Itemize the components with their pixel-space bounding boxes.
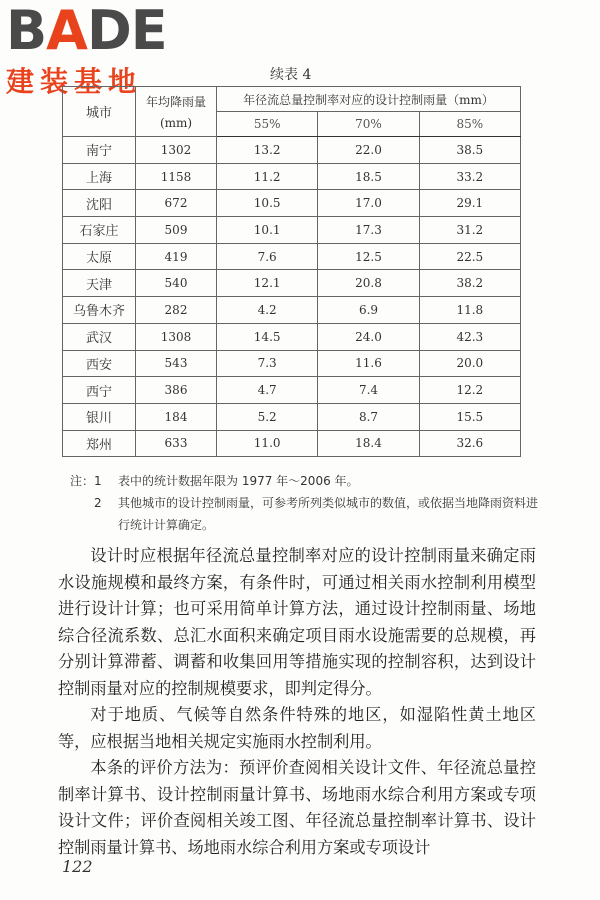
- value-cell: 24.0: [318, 323, 419, 350]
- table-row: [63, 430, 521, 457]
- table-row: [63, 217, 521, 244]
- table-row: [63, 190, 521, 217]
- table-row: [63, 323, 521, 350]
- paragraph: 本条的评价方法为：预评价查阅相关设计文件、年径流总量控制率计算书、设计控制雨量计算书、场地雨水综合利用方案或专项设计文件；评价查阅相关竣工图、年径流总量控制率计算书、设计控制雨量计算书、场地雨水综合利用方案或专项设计: [58, 758, 536, 857]
- table-caption: 续表 4: [270, 67, 312, 83]
- header-city: 城市: [63, 87, 136, 137]
- value-cell: 15.5: [419, 403, 520, 430]
- value-cell: 22.5: [419, 243, 520, 270]
- value-cell: 10.1: [217, 217, 318, 244]
- value-cell: 7.3: [217, 350, 318, 377]
- rainfall-table: [62, 86, 521, 457]
- value-cell: 5.2: [217, 403, 318, 430]
- page-number: 122: [62, 857, 93, 876]
- value-cell: 20.0: [419, 350, 520, 377]
- value-cell: 1302: [136, 137, 217, 164]
- value-cell: 17.3: [318, 217, 419, 244]
- city-cell: 太原: [63, 243, 136, 270]
- value-cell: 509: [136, 217, 217, 244]
- value-cell: 12.2: [419, 377, 520, 404]
- value-cell: 31.2: [419, 217, 520, 244]
- value-cell: 540: [136, 270, 217, 297]
- value-cell: 14.5: [217, 323, 318, 350]
- value-cell: 7.6: [217, 243, 318, 270]
- logo-wordmark: B A DE: [6, 0, 167, 62]
- city-cell: 沈阳: [63, 190, 136, 217]
- value-cell: 4.2: [217, 297, 318, 324]
- value-cell: 20.8: [318, 270, 419, 297]
- header-pct: 70%: [318, 112, 419, 137]
- value-cell: 18.4: [318, 430, 419, 457]
- header-design-rainfall-group: 年径流总量控制率对应的设计控制雨量（mm）: [217, 87, 521, 112]
- value-cell: 17.0: [318, 190, 419, 217]
- city-cell: 西安: [63, 350, 136, 377]
- value-cell: 38.2: [419, 270, 520, 297]
- value-cell: 18.5: [318, 163, 419, 190]
- city-cell: 上海: [63, 163, 136, 190]
- table-row: [63, 350, 521, 377]
- city-cell: 乌鲁木齐: [63, 297, 136, 324]
- value-cell: 11.8: [419, 297, 520, 324]
- value-cell: 184: [136, 403, 217, 430]
- value-cell: 419: [136, 243, 217, 270]
- paragraph: 设计时应根据年径流总量控制率对应的设计控制雨量来确定雨水设施规模和最终方案，有条件时，可通过相关雨水控制利用模型进行设计计算；也可采用简单计算方法，通过设计控制雨量、场地综合径流系数、总汇水面积来确定项目雨水设施需要的总规模，再分别计算滞蓄、调蓄和收集回用等措施实现的控制容积，达到设计控制雨量对应的控制规模要求，即判定得分。: [58, 546, 536, 698]
- value-cell: 7.4: [318, 377, 419, 404]
- value-cell: 32.6: [419, 430, 520, 457]
- value-cell: 38.5: [419, 137, 520, 164]
- logo-subtitle: 建装基地: [6, 65, 143, 98]
- header-annual-rainfall: 年均降雨量 (mm): [136, 87, 217, 137]
- city-cell: 银川: [63, 403, 136, 430]
- value-cell: 4.7: [217, 377, 318, 404]
- value-cell: 12.5: [318, 243, 419, 270]
- table-row: [63, 403, 521, 430]
- city-cell: 郑州: [63, 430, 136, 457]
- value-cell: 13.2: [217, 137, 318, 164]
- table-row: [63, 297, 521, 324]
- note-number: 1: [94, 474, 102, 488]
- table-row: [63, 243, 521, 270]
- value-cell: 33.2: [419, 163, 520, 190]
- value-cell: 543: [136, 350, 217, 377]
- value-cell: 42.3: [419, 323, 520, 350]
- note-text: 其他城市的设计控制雨量，可参考所列类似城市的数值，或依据当地降雨资料进行统计计算确定。: [118, 496, 539, 532]
- note-number: 2: [94, 496, 102, 510]
- value-cell: 1158: [136, 163, 217, 190]
- value-cell: 11.0: [217, 430, 318, 457]
- value-cell: 386: [136, 377, 217, 404]
- value-cell: 11.6: [318, 350, 419, 377]
- table-row: [63, 163, 521, 190]
- table-row: [63, 137, 521, 164]
- city-cell: 西宁: [63, 377, 136, 404]
- table-row: [63, 270, 521, 297]
- note-item: [70, 492, 540, 536]
- header-pct: 85%: [419, 112, 520, 137]
- value-cell: 12.1: [217, 270, 318, 297]
- city-cell: 武汉: [63, 323, 136, 350]
- city-cell: 南宁: [63, 137, 136, 164]
- value-cell: 282: [136, 297, 217, 324]
- note-prefix: 注：: [70, 474, 95, 488]
- value-cell: 11.2: [217, 163, 318, 190]
- value-cell: 22.0: [318, 137, 419, 164]
- value-cell: 6.9: [318, 297, 419, 324]
- value-cell: 672: [136, 190, 217, 217]
- value-cell: 8.7: [318, 403, 419, 430]
- table-notes: [70, 470, 540, 536]
- header-pct: 55%: [217, 112, 318, 137]
- note-item: [70, 470, 540, 492]
- value-cell: 29.1: [419, 190, 520, 217]
- city-cell: 石家庄: [63, 217, 136, 244]
- value-cell: 1308: [136, 323, 217, 350]
- note-text: 表中的统计数据年限为 1977 年～2006 年。: [118, 474, 359, 488]
- value-cell: 10.5: [217, 190, 318, 217]
- city-cell: 天津: [63, 270, 136, 297]
- body-text: [58, 543, 536, 861]
- table-row: [63, 377, 521, 404]
- value-cell: 633: [136, 430, 217, 457]
- paragraph: 对于地质、气候等自然条件特殊的地区，如湿陷性黄土地区等，应根据当地相关规定实施雨水控制利用。: [58, 705, 536, 751]
